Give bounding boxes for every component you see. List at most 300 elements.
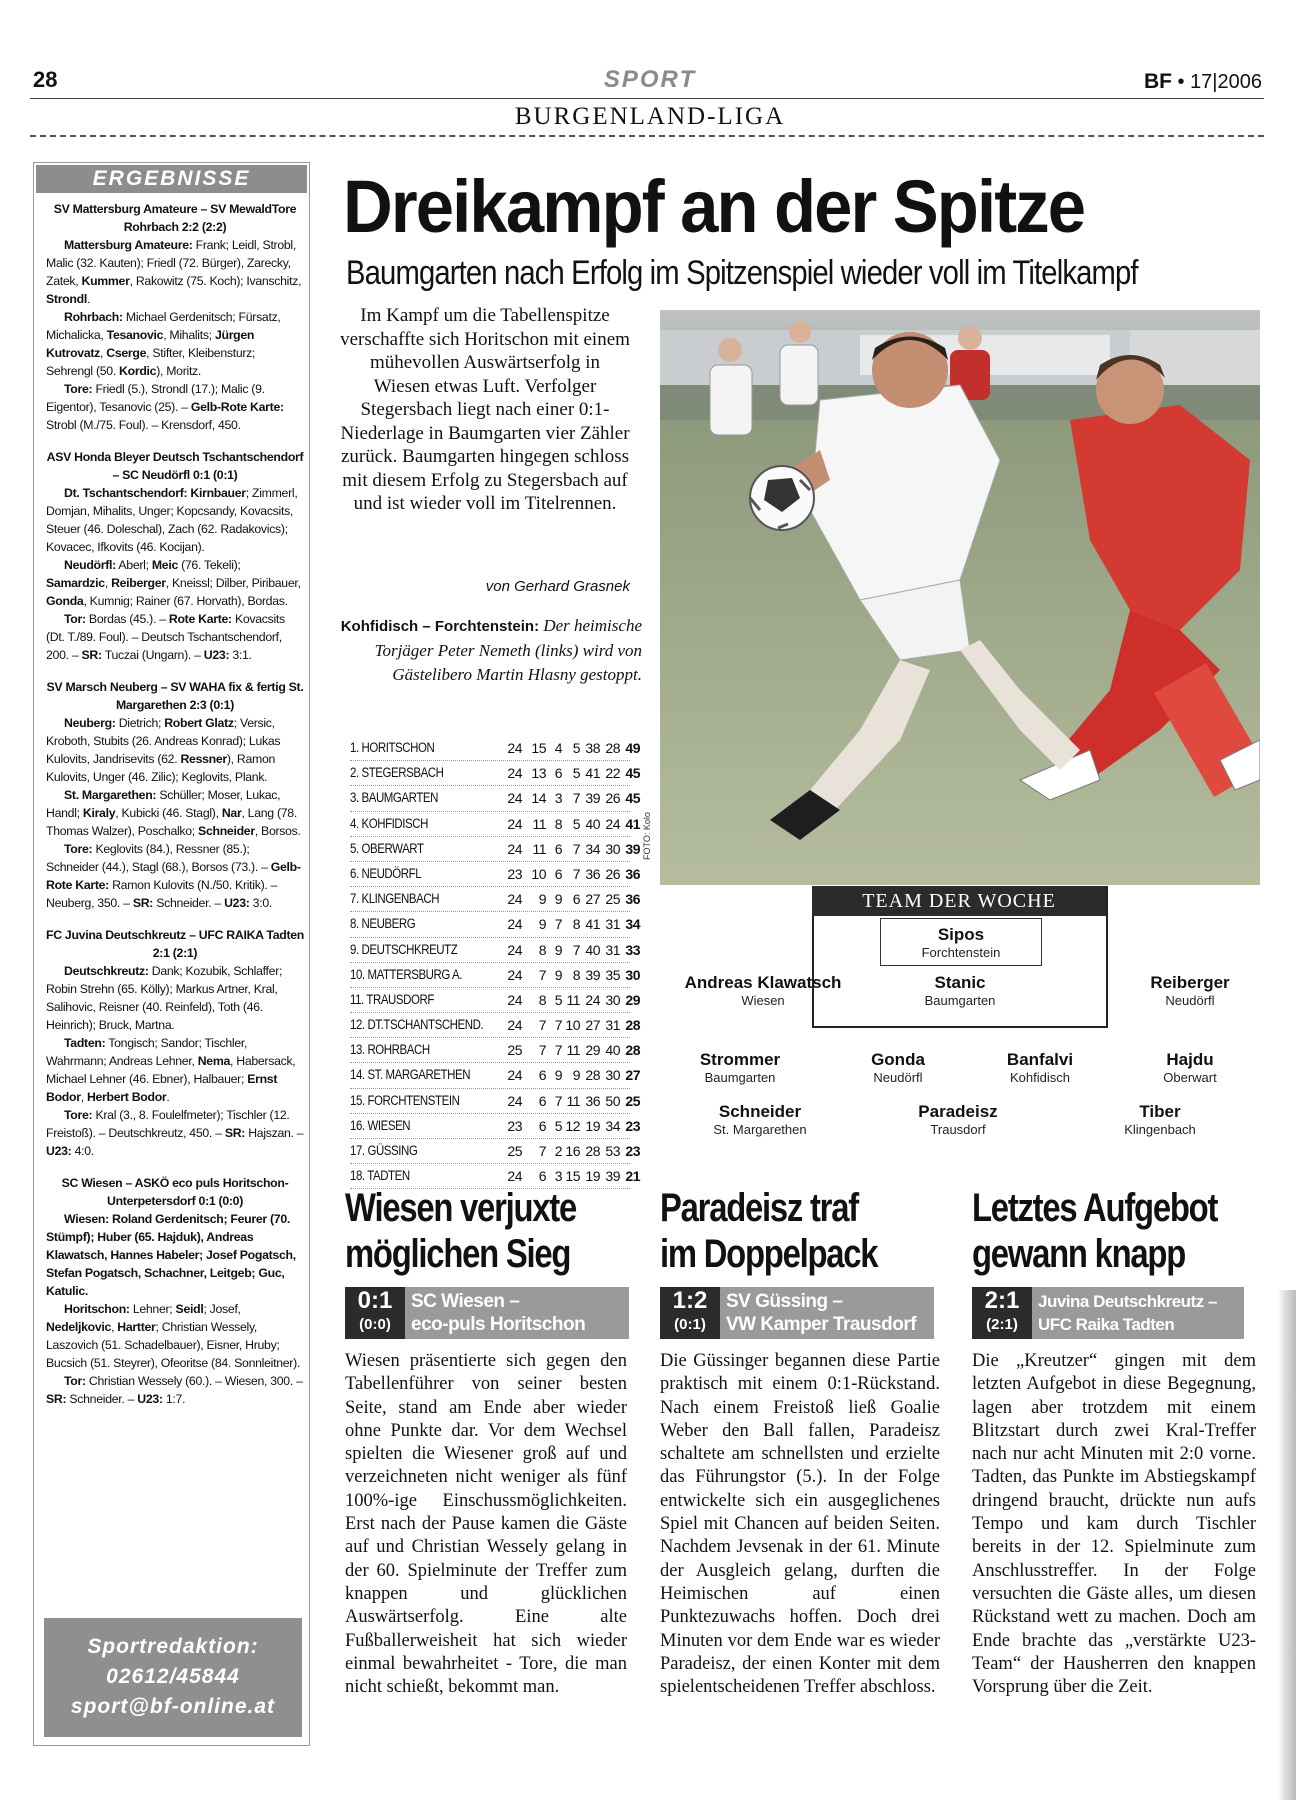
table-cell: 24 [507,941,522,958]
table-cell: 25 [605,891,620,908]
result-lineup [46,484,304,556]
team-points: 29 [625,991,640,1008]
result-entry [46,926,304,1160]
team-line-2: VW Kamper Trausdorf [726,1314,917,1335]
result-text: Kral (3., 8. Foulelfmeter); Tischler (12. Freistoß). – Deutschkreutz, 450. – [46,1108,290,1140]
team-points: 39 [625,840,640,857]
table-cell: 11 [532,815,546,832]
team-name: 11. TRAUSDORF [350,991,434,1007]
article-3-score [972,1287,1032,1339]
result-title: SC Wiesen – ASKÖ eco puls Horitschon-Unterpetersdorf 0:1 (0:0) [61,1176,289,1208]
table-cell: 39 [585,966,600,983]
table-cell: 3 [554,790,562,807]
player-name: Gonda [871,1050,925,1069]
result-text: Lehner; [129,1302,176,1316]
table-cell: 24 [507,916,522,933]
table-cell: 24 [507,740,522,756]
result-text: ; Christian Wessely, Laszovich (51. Schadelbauer), Eisner, Hruby; Bucsich (51. Steyrer), Ofeoritse (84. Sonnleitner). [46,1320,300,1370]
final-score: 0:1 [357,1287,393,1314]
page-edge-shadow [1278,1290,1296,1800]
result-bold-text: Tore: [64,842,93,856]
table-row [350,1089,640,1114]
table-cell: 19 [585,1168,600,1185]
result-lineup [46,786,304,840]
result-bold-text: SR: [46,1392,67,1406]
result-text: , Kumnig; Rainer (67. Horvath), Bordas. [83,594,288,608]
result-text: , Lang (78. Thomas Walzer), Poschalko; [46,806,297,838]
table-cell: 23 [507,865,522,882]
team-name: 1. HORITSCHON [350,740,435,755]
result-bold-text: Horitschon: [64,1302,130,1316]
team-name: 3. BAUMGARTEN [350,790,439,806]
table-cell: 34 [605,1117,620,1134]
table-cell: 6 [554,840,562,857]
player-name: Banfalvi [1006,1050,1074,1069]
team-name: 8. NEUBERG [350,916,416,932]
player-club: Trausdorf [930,1122,986,1137]
table-row [350,736,640,761]
player-name: Andreas Klawatsch [684,973,842,992]
table-cell: 11 [566,991,580,1008]
team-points: 49 [625,740,640,756]
table-cell: 5 [554,1117,562,1134]
team-points: 28 [625,1042,640,1059]
team-name: 5. OBERWART [350,840,424,856]
table-cell: 40 [585,815,600,832]
result-bold-text: St. Margarethen: [64,788,157,802]
result-bold-text: SR: [81,648,102,662]
result-bold-text: Gelb-Rote Karte: [190,400,284,414]
article-2-headline-line2: im Doppelpack [660,1232,878,1276]
publication-name: BF [1143,70,1172,93]
table-row [350,812,640,837]
article-1-score [345,1287,405,1339]
result-lineup [46,1300,304,1372]
player-gonda [838,1050,958,1085]
table-cell: 27 [585,891,600,908]
table-cell: 3 [554,1168,562,1185]
player-name: Tiber [1139,1102,1181,1121]
table-cell: 6 [538,1117,546,1134]
team-line-2: eco-puls Horitschon [411,1314,586,1335]
table-cell: 15 [531,740,546,756]
article-2-body: Die Güssinger begannen diese Partie praktisch mit einem 0:1-Rückstand. Nach einem Freistoß ließ Goalie Weber den Ball fallen, Paradeisz schaltete am schnellsten und erzielte das Führungstor (5.). In der Folge entwickelte sich ein ausgeglichenes Spiel mit Chancen auf beiden Seiten. Nachdem Jevsenak in der 61. Minute der Ausgleich gelang, durften die Heimischen auf einen Punktezuwachs hoffen. Doch drei Minuten vor dem Ende war es wieder Paradeisz, der einen Konter mit dem spielentscheidenen Treffer abschloss. [660,1351,940,1698]
result-text: Friedl (5.), Strondl (17.); Malic (9. Eigentor), Tesanovic (25). – [46,382,265,414]
table-cell: 12 [565,1117,580,1134]
article-2-score [660,1287,720,1339]
table-cell: 7 [538,966,546,983]
result-text: , [100,346,107,360]
match-photo-illustration [660,310,1260,885]
team-points: 23 [625,1117,640,1134]
table-cell: 25 [507,1143,522,1159]
team-name: 7. KLINGENBACH [350,891,440,907]
player-sipos [880,918,1042,966]
result-lineup [46,1106,304,1160]
result-bold-text: Neudörfl: [64,558,116,572]
result-bold-text: U23: [224,896,250,910]
league-table [350,736,640,1189]
player-club: Kohfidisch [1010,1070,1070,1085]
team-points: 25 [625,1092,640,1109]
player-name: Schneider [718,1102,802,1121]
table-cell: 24 [507,815,522,832]
table-cell: 9 [538,891,546,908]
result-title: FC Juvina Deutschkreutz – UFC RAIKA Tadten 2:1 (2:1) [46,928,304,960]
table-cell: 24 [507,966,522,983]
result-bold-text: Dt. Tschantschendorf: [64,486,188,500]
team-points: 34 [625,916,640,933]
result-text: Aberl; [115,558,152,572]
result-text: ), Ramon Kulovits, Unger (46. Zilic); Keglovits, Plank. [46,752,276,784]
result-bold-text: Tore: [64,1108,93,1122]
result-text: Dank; Kozubik, Schlaffer; Robin Strehn (65. Kölly); Markus Artner, Kral, Salihovic, Reisner (40. Reinfeld), Toth (46. Heinrich); Bruck, Martna. [46,964,283,1032]
result-text: ; Josef, [203,1302,241,1316]
table-cell: 40 [585,941,600,958]
table-row [350,988,640,1013]
player-club: Neudörfl [873,1070,923,1085]
result-text: Michael Gerdenitsch; Fürsatz, Michalicka, [46,310,281,342]
result-text: 4:0. [71,1144,94,1158]
table-cell: 35 [605,966,620,983]
table-cell: 2 [554,1143,562,1159]
table-cell: 23 [507,1117,522,1134]
table-cell: 6 [554,865,562,882]
player-schneider [690,1102,830,1137]
article-3-score-bar [972,1287,1244,1339]
player-name: Paradeisz [918,1102,998,1121]
result-lineup [46,1372,304,1408]
result-bold-text: Meic [151,558,178,572]
team-name: 4. KOHFIDISCH [350,815,429,831]
table-cell: 14 [531,790,546,807]
table-cell: 38 [585,740,600,756]
result-entry [46,678,304,912]
issue-number: 17|2006 [1190,71,1262,93]
player-name: Strommer [699,1050,781,1069]
result-bold-text: U23: [203,648,230,662]
table-row [350,1013,640,1038]
result-text: Dietrich; [115,716,165,730]
table-cell: 7 [572,865,580,882]
player-club: Baumgarten [704,1070,776,1085]
team-name: 15. FORCHTENSTEIN [350,1092,460,1108]
result-bold-text: Nedeljkovic [46,1320,112,1334]
table-cell: 9 [554,941,562,958]
result-bold-text: Kiraly [82,806,116,820]
result-bold-text: Samardzic [46,576,105,590]
section-label: SPORT [603,66,697,93]
article-3-teams [1032,1287,1244,1339]
table-cell: 41 [585,765,600,782]
table-cell: 53 [605,1143,620,1159]
result-lineup [46,308,304,380]
result-text: (76. Tekeli); [177,558,241,572]
table-cell: 6 [538,1092,546,1109]
player-strommer [680,1050,800,1085]
table-cell: 30 [605,991,620,1008]
result-text: , Borsos. [254,824,301,838]
table-cell: 16 [565,1143,580,1159]
table-cell: 29 [585,1042,600,1059]
result-bold-text: Kummer [81,274,130,288]
result-text: Ramon Kulovits (N./50. Kritik). – Neuberg, 350. – [46,878,278,910]
article-1-headline-line2: möglichen Sieg [345,1232,571,1276]
result-bold-text: Hartter [117,1320,156,1334]
result-bold-text: Gonda [46,594,84,608]
table-cell: 25 [507,1042,522,1059]
result-bold-text: U23: [137,1392,163,1406]
result-text: , Habersack, Michael Lehner (46. Ebner), Halbauer; [46,1054,296,1086]
results-heading: ERGEBNISSE [36,165,307,193]
table-cell: 30 [605,840,620,857]
result-lineup [46,1034,304,1106]
table-cell: 4 [554,740,562,756]
result-bold-text: Herbert Bodor [86,1090,167,1104]
result-bold-text: Tore: [64,382,93,396]
table-cell: 39 [605,1168,620,1185]
result-text: ; Versic, Kroboth, Stubits (26. Andreas Konrad); Lukas Kulovits, Jandrisevits (62. [46,716,281,766]
contact-phone[interactable]: 02612/45844 [106,1665,240,1688]
intro-text: Im Kampf um die Tabellenspitze verschaffte sich Horitschon mit einem mühevollen Auswärtserfolg in Wiesen etwas Luft. Verfolger Stegersbach liegt nach einer 0:1-Niederlage in Baumgarten vier Zähler zurück. Baumgarten hingegen schloss mit diesem Erfolg zu Stegersbach auf und ist wieder voll im Titelrennen. [340,305,630,514]
table-row [350,1063,640,1088]
table-cell: 24 [507,1067,522,1084]
article-2-score-bar [660,1287,934,1339]
dashed-divider [30,135,1264,137]
result-bold-text: Tesanovic [106,328,164,342]
player-club: Neudörfl [1165,993,1215,1008]
result-text: Schüller; Moser, Lukac, Handl; [46,788,281,820]
halftime-score: (0:1) [674,1316,706,1333]
table-cell: 5 [572,815,580,832]
result-bold-text: Reiberger [111,576,166,590]
main-headline: Dreikampf an der Spitze [343,165,1085,248]
result-text: Tuczai (Ungarn). – [101,648,204,662]
table-cell: 5 [572,740,580,756]
table-cell: 7 [538,1017,546,1034]
team-name: 17. GÜSSING [350,1143,418,1158]
player-banfalvi [980,1050,1100,1085]
result-lineup [46,840,304,912]
table-cell: 7 [538,1042,546,1059]
table-cell: 31 [605,941,620,958]
table-cell: 9 [554,1067,562,1084]
result-lineup [46,556,304,610]
table-cell: 24 [507,991,522,1008]
issue-info: BF • 17|2006 [1143,70,1262,93]
player-reiberger [1120,973,1260,1008]
table-cell: 40 [605,1042,620,1059]
player-name: Hajdu [1166,1050,1214,1069]
contact-box [44,1618,302,1737]
result-title: ASV Honda Bleyer Deutsch Tschantschendorf – SC Neudörfl 0:1 (0:1) [46,450,304,482]
table-cell: 7 [554,1092,562,1109]
team-name: 12. DT.TSCHANTSCHEND. [350,1017,484,1033]
table-cell: 24 [507,1092,522,1109]
table-cell: 50 [605,1092,620,1109]
result-bold-text: Jürgen Kutrovatz [46,328,255,360]
team-line-1: Juvina Deutschkreutz – [1038,1292,1217,1311]
contact-label: Sportredaktion: [87,1635,259,1658]
result-bold-text: SR: [224,1126,246,1140]
team-points: 36 [625,891,640,908]
team-name: 18. TADTEN [350,1168,410,1184]
article-3-headline-line1: Letztes Aufgebot [972,1186,1218,1230]
article-2-headline-line1: Paradeisz traf [660,1186,858,1230]
result-entry [46,448,304,664]
final-score: 2:1 [984,1287,1020,1314]
result-text: ), Moritz. [156,364,202,378]
result-text: . [166,1090,170,1104]
result-bold-text: Nema [197,1054,230,1068]
team-points: 41 [625,815,640,832]
table-cell: 24 [507,790,522,807]
player-name: Sipos [937,924,985,944]
result-text: , Kubicki (46. Stagl), [115,806,222,820]
team-name: 16. WIESEN [350,1117,411,1133]
result-bold-text: Neuberg: [64,716,116,730]
result-bold-text: Rohrbach: [64,310,123,324]
result-text: Schneider. – [66,1392,138,1406]
article-3-headline-line2: gewann knapp [972,1232,1186,1276]
table-cell: 24 [585,991,600,1008]
team-points: 36 [625,865,640,882]
results-list [46,200,304,1422]
result-text: Schneider. – [153,896,225,910]
article-2-headline [660,1185,877,1277]
table-row [350,1038,640,1063]
result-bold-text: Cserge [106,346,147,360]
article-3-headline [972,1185,1217,1277]
result-bold-text: Kordic [119,364,157,378]
table-cell: 9 [538,916,546,933]
result-bold-text: Tadten: [64,1036,106,1050]
contact-email[interactable]: sport@bf-online.at [70,1695,276,1718]
table-cell: 11 [566,1042,580,1059]
table-cell: 8 [538,941,546,958]
table-cell: 31 [605,1017,620,1034]
article-1-headline [345,1185,576,1277]
team-points: 23 [625,1143,640,1159]
header-rule [30,98,1264,99]
player-name: Stanic [934,973,986,992]
table-cell: 8 [538,991,546,1008]
team-line-1: SC Wiesen – [411,1291,520,1312]
result-lineup [46,610,304,664]
table-row [350,1139,640,1164]
table-cell: 7 [572,790,580,807]
table-cell: 13 [531,765,546,782]
table-cell: 30 [605,1067,620,1084]
table-cell: 24 [507,1017,522,1034]
table-cell: 39 [585,790,600,807]
result-bold-text: Strondl [46,292,87,306]
article-1-score-bar [345,1287,629,1339]
result-bold-text: U23: [46,1144,72,1158]
player-club: Klingenbach [1124,1122,1196,1137]
table-cell: 6 [538,1168,546,1185]
result-bold-text: Schneider [198,824,255,838]
final-score: 1:2 [672,1287,708,1314]
table-cell: 10 [565,1017,580,1034]
player-club: Forchtenstein [921,944,1001,960]
player-club: Oberwart [1163,1070,1217,1085]
player-tiber [1100,1102,1220,1137]
result-bold-text: Gelb-Rote Karte: [46,860,301,892]
main-subheadline: Baumgarten nach Erfolg im Spitzenspiel wieder voll im Titelkampf [346,254,1138,292]
result-text: Strobl (M./75. Foul). – Krensdorf, 450. [46,418,241,432]
author-byline: von Gerhard Grasnek [485,578,630,595]
result-entry [46,1174,304,1408]
table-row [350,887,640,912]
photo-credit: FOTO: Kolo [642,812,652,860]
result-text: , [111,1320,118,1334]
team-name: 10. MATTERSBURG A. [350,966,463,982]
table-row [350,862,640,887]
table-cell: 31 [605,916,620,933]
result-title: SV Marsch Neuberg – SV WAHA fix & fertig St. Margarethen 2:3 (0:1) [46,680,304,712]
table-cell: 36 [585,1092,600,1109]
result-bold-text: Seidl [175,1302,204,1316]
team-points: 45 [625,790,640,807]
table-row [350,837,640,862]
team-points: 21 [625,1168,640,1185]
result-bold-text: Nar [221,806,242,820]
table-row [350,1114,640,1139]
article-1-headline-line1: Wiesen verjuxte [345,1186,577,1230]
result-text: 3:1. [229,648,252,662]
player-club: Baumgarten [924,993,996,1008]
result-text: Frank; Leidl, Strobl, Malic (32. Kauten); Friedl (72. Bürger), Zarecky, Zatek, [46,238,296,288]
article-3-body: Die „Kreutzer“ gingen mit dem letzten Aufgebot in diese Begegnung, lagen aber trotzdem mit einem Blitzstart durch zwei Kral-Treffer nach nur acht Minuten mit 2:0 vorne. Tadten, das Punkte im Abstiegskampf dringend braucht, drückte nun aufs Tempo und kam durch Tischler bereits in der 12. Spielminute zum Anschlusstreffer. In der Folge versuchten die Gäste alles, um diesen Rückstand wett zu machen. Doch am Ende brachte das „verstärkte U23-Team“ der Hausherren den knappen Vorsprung über die Zeit. [972,1351,1256,1698]
table-cell: 5 [572,765,580,782]
player-klawatsch [668,973,858,1008]
result-text: Keglovits (84.), Ressner (85.); Schneider (44.), Stagl (68.), Borsos (73.). – [46,842,271,874]
table-cell: 28 [585,1143,600,1159]
table-cell: 36 [585,865,600,882]
table-cell: 7 [572,941,580,958]
team-name: 6. NEUDÖRFL [350,865,422,881]
table-cell: 10 [531,865,546,882]
team-points: 30 [625,966,640,983]
table-cell: 7 [538,1143,546,1159]
result-bold-text: Rote Karte: [168,612,232,626]
article-1-teams [405,1287,629,1339]
table-cell: 28 [605,740,620,756]
result-bold-text: Ressner [180,752,227,766]
player-club: Wiesen [741,993,785,1008]
table-cell: 24 [605,815,620,832]
team-points: 33 [625,941,640,958]
table-cell: 24 [507,840,522,857]
team-points: 45 [625,765,640,782]
result-text: Christian Wessely (60.). – Wiesen, 300. – [85,1374,303,1388]
result-bold-text: Tor: [64,1374,86,1388]
halftime-score: (0:0) [359,1316,391,1333]
caption-text: Der heimische Torjäger Peter Nemeth (links) wird von Gästelibero Martin Hlasny gestoppt. [374,616,642,684]
result-text: , Rakowitz (75. Koch); Ivanschitz, [129,274,302,288]
table-cell: 41 [585,916,600,933]
table-cell: 9 [554,891,562,908]
match-photo [660,310,1260,885]
table-cell: 24 [507,891,522,908]
table-cell: 6 [572,891,580,908]
halftime-score: (2:1) [986,1316,1018,1333]
team-name: 9. DEUTSCHKREUTZ [350,941,458,957]
result-lineup [46,236,304,308]
team-name: 2. STEGERSBACH [350,765,444,781]
player-hajdu [1130,1050,1250,1085]
